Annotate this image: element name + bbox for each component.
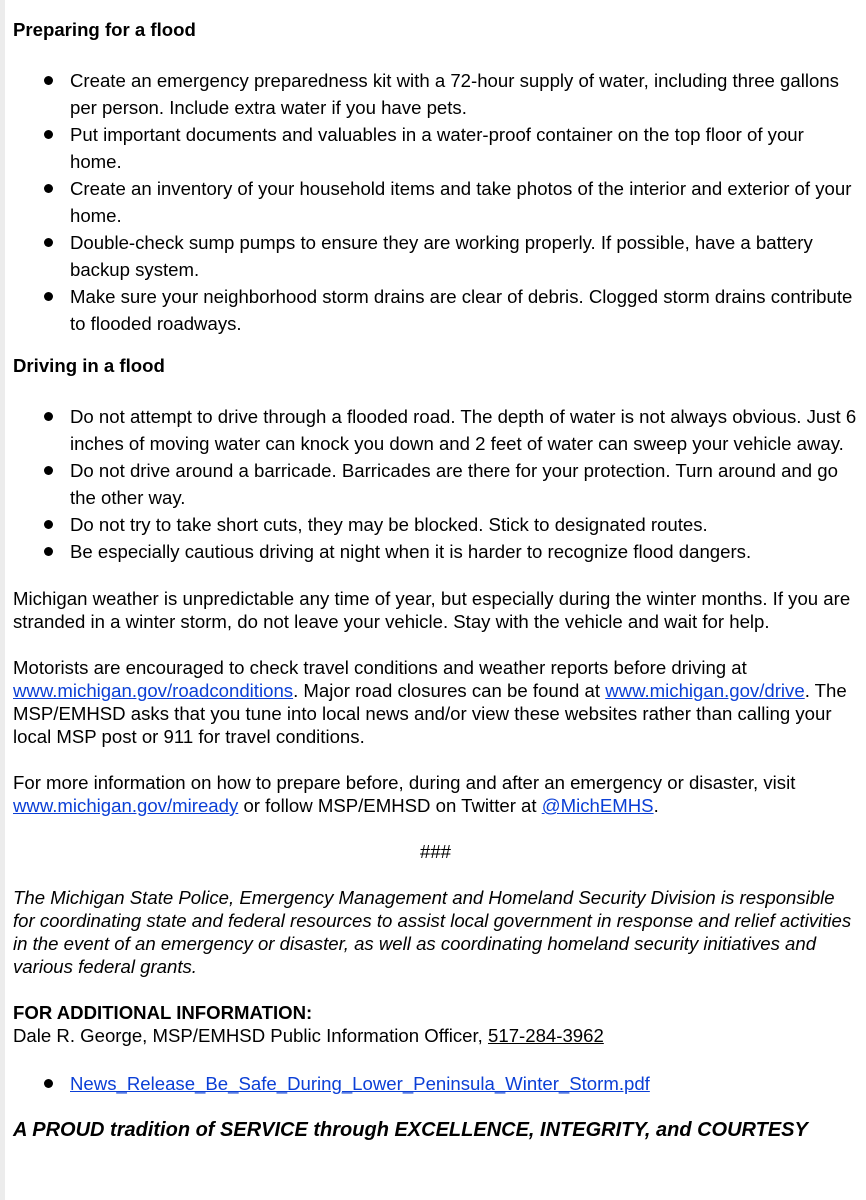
bullet-icon	[44, 547, 53, 556]
bullet-icon	[44, 238, 53, 247]
news-release-body	[13, 16, 858, 1143]
more-info-paragraph: For more information on how to prepare before, during and after an emergency or disaster, visit www.michigan.gov/miready or follow MSP/EMHSD on Twitter at @MichEMHS.	[13, 772, 796, 816]
contact-heading: FOR ADDITIONAL INFORMATION:	[13, 1002, 313, 1023]
motorists-paragraph: Motorists are encouraged to check travel conditions and weather reports before driving at www.michigan.gov/roadconditions. Major road closures can be found at www.michigan.gov/drive. The MSP/EMHSD asks that you tune into local news and/or view these websites rather than calling your local MSP post or 911 for travel conditions.	[13, 657, 847, 747]
list-item: Create an inventory of your household items and take photos of the interior and exterior of your home.	[13, 175, 858, 229]
list-item: Double-check sump pumps to ensure they are working properly. If possible, have a battery backup system.	[13, 229, 858, 283]
section-separator: ###	[419, 841, 452, 862]
motto: A PROUD tradition of SERVICE through EXCELLENCE, INTEGRITY, and COURTESY	[13, 1119, 808, 1141]
bullet-icon	[44, 292, 53, 301]
bullet-icon	[44, 76, 53, 85]
flood-prep-heading: Preparing for a flood	[13, 19, 196, 40]
division-description: The Michigan State Police, Emergency Management and Homeland Security Division is responsible for coordinating state and federal resources to assist local government in response and relief activities in the event of an emergency or disaster, as well as coordinating homeland security initiatives and various federal grants.	[13, 887, 852, 977]
list-item: Create an emergency preparedness kit with a 72-hour supply of water, including three gallons per person. Include extra water if you have pets.	[13, 67, 858, 121]
attachment-pdf-link[interactable]: News_Release_Be_Safe_During_Lower_Peninsula_Winter_Storm.pdf	[70, 1073, 650, 1094]
bullet-icon	[44, 130, 53, 139]
bullet-icon	[44, 1079, 53, 1088]
left-margin-rule	[0, 0, 5, 1200]
bullet-icon	[44, 466, 53, 475]
list-item: Be especially cautious driving at night when it is harder to recognize flood dangers.	[13, 538, 858, 565]
drive-link[interactable]: www.michigan.gov/drive	[605, 680, 805, 701]
attachment-list	[13, 1070, 858, 1097]
bullet-icon	[44, 184, 53, 193]
list-item	[13, 1070, 858, 1097]
list-item: Do not attempt to drive through a flooded road. The depth of water is not always obvious. Just 6 inches of moving water can knock you down and 2 feet of water can sweep your vehicle away.	[13, 403, 858, 457]
list-item: Do not drive around a barricade. Barricades are there for your protection. Turn around and go the other way.	[13, 457, 858, 511]
bullet-icon	[44, 520, 53, 529]
flood-driving-list	[13, 403, 858, 565]
list-item: Do not try to take short cuts, they may be blocked. Stick to designated routes.	[13, 511, 858, 538]
bullet-icon	[44, 412, 53, 421]
phone-link[interactable]: 517-284-3962	[488, 1025, 604, 1046]
list-item: Put important documents and valuables in a water-proof container on the top floor of your home.	[13, 121, 858, 175]
flood-prep-list	[13, 67, 858, 337]
flood-driving-heading: Driving in a flood	[13, 355, 165, 376]
roadconditions-link[interactable]: www.michigan.gov/roadconditions	[13, 680, 294, 701]
twitter-link[interactable]: @MichEMHS	[541, 795, 654, 816]
list-item: Make sure your neighborhood storm drains are clear of debris. Clogged storm drains contribute to flooded roadways.	[13, 283, 858, 337]
winter-paragraph: Michigan weather is unpredictable any time of year, but especially during the winter months. If you are stranded in a winter storm, do not leave your vehicle. Stay with the vehicle and wait for help.	[13, 588, 851, 632]
miready-link[interactable]: www.michigan.gov/miready	[13, 795, 239, 816]
contact-line: Dale R. George, MSP/EMHSD Public Information Officer, 517-284-3962	[13, 1025, 604, 1046]
